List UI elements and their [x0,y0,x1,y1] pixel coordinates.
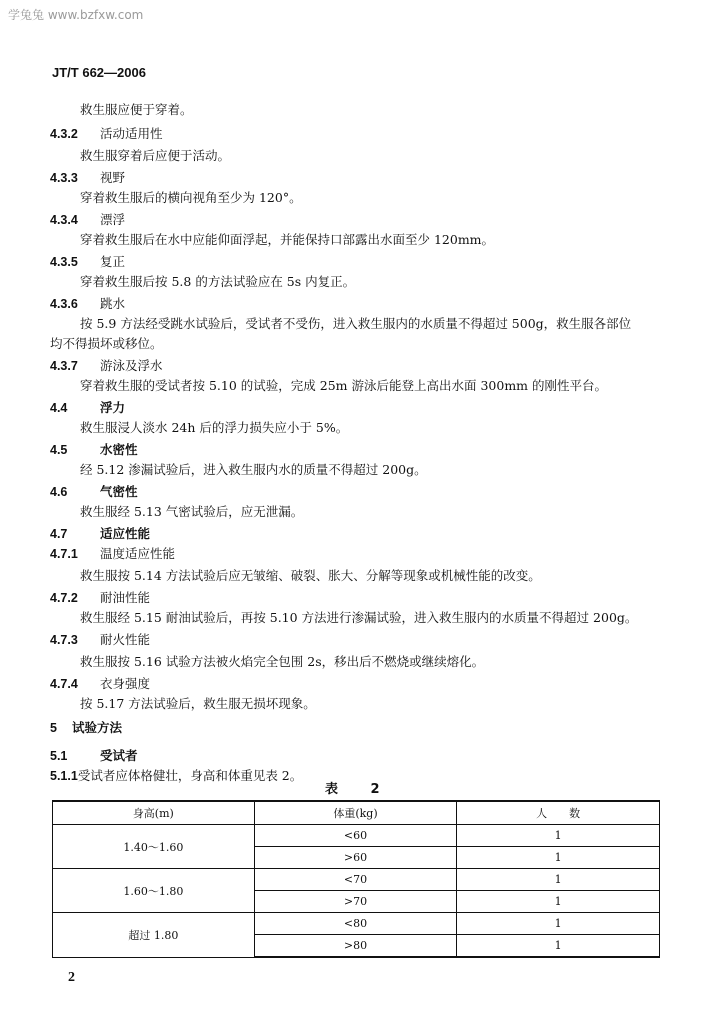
cell-height: 1.40～1.60 [53,825,255,869]
cell-weight: >60 [254,847,457,869]
cell-count: 1 [457,847,660,869]
section-number: 5 [50,721,57,735]
line-text: 受试者 [100,748,138,763]
cell-weight: <60 [254,825,457,847]
line-text: 救生服按 5.16 试验方法被火焰完全包围 2s，移出后不燃烧或继续熔化。 [80,654,485,669]
section-5-1-1 [50,766,302,784]
section-4-7-3 [50,630,150,648]
paragraph-line [80,418,348,436]
line-text: 视野 [100,170,126,185]
line-text: 跳水 [100,296,126,311]
paragraph-line [80,272,355,290]
line-text: 按 5.17 方法试验后，救生服无损坏现象。 [80,696,316,711]
section-number: 4.3.7 [50,359,78,373]
section-number: 4.5 [50,443,68,457]
line-text: 均不得损坏或移位。 [50,336,163,351]
cell-height: 超过 1.80 [53,913,255,958]
table-2 [52,800,660,958]
cell-count: 1 [457,935,660,958]
line-text: 救生服按 5.14 方法试验后应无皱缩、破裂、胀大、分解等现象或机械性能的改变。 [80,568,541,583]
table-header-row [53,801,660,825]
line-text: 穿着救生服的受试者按 5.10 的试验，完成 25m 游泳后能登上高出水面 300mm 的刚性平台。 [80,378,607,393]
cell-weight: <70 [254,869,457,891]
section-5-1 [50,746,138,764]
section-5 [50,718,122,736]
section-4-3-7 [50,356,163,374]
section-number: 4.3.6 [50,297,78,311]
line-text: 穿着救生服后的横向视角至少为 120°。 [80,190,302,205]
section-number: 4.7.3 [50,633,78,647]
line-text: 穿着救生服后按 5.8 的方法试验应在 5s 内复正。 [80,274,356,289]
section-number: 4.7 [50,527,68,541]
paragraph-line [80,230,494,248]
line-text: 水密性 [100,442,138,457]
table-row [53,913,660,935]
header-height: 身高(m) [53,801,255,825]
line-text: 浮力 [100,400,126,415]
section-number: 4.7.2 [50,591,78,605]
section-number: 4.3.4 [50,213,78,227]
table-row [53,825,660,847]
paragraph-line [80,188,302,206]
section-4-3-5 [50,252,125,270]
section-4-3-3 [50,168,125,186]
section-number: 4.6 [50,485,68,499]
line-text: 活动适用性 [100,126,163,141]
section-number: 5.1.1 [50,769,78,783]
cell-count: 1 [457,869,660,891]
line-text: 漂浮 [100,212,126,227]
section-number: 4.3.2 [50,127,78,141]
line-text: 气密性 [100,484,138,499]
line-text: 衣身强度 [100,676,151,691]
section-4-3-4 [50,210,125,228]
paragraph-line [80,146,230,164]
section-number: 4.7.1 [50,547,78,561]
paragraph-line [80,100,193,118]
section-number: 4.3.5 [50,255,78,269]
line-text: 救生服经 5.13 气密试验后，应无泄漏。 [80,504,304,519]
cell-height: 1.60～1.80 [53,869,255,913]
section-number: 4.4 [50,401,68,415]
table-row [53,869,660,891]
section-4-7-4 [50,674,150,692]
paragraph-line [50,334,163,352]
line-text: 耐火性能 [100,632,151,647]
section-4-6 [50,482,138,500]
paragraph-line [80,566,541,584]
line-text: 游泳及浮水 [100,358,163,373]
line-text: 救生服穿着后应便于活动。 [80,148,231,163]
line-text: 受试者应体格健壮，身高和体重见表 2。 [77,768,303,783]
section-number: 5.1 [50,749,68,763]
paragraph-line [80,376,607,394]
paragraph-line [80,502,303,520]
cell-weight: <80 [254,913,457,935]
table-caption: 表 2 [325,782,394,797]
line-text: 经 5.12 渗漏试验后，进入救生服内水的质量不得超过 200g。 [80,462,427,477]
line-text: 适应性能 [100,526,151,541]
line-text: 救生服浸人淡水 24h 后的浮力损失应小于 5%。 [80,420,349,435]
line-text: 复正 [100,254,126,269]
paragraph-line [80,652,484,670]
line-text: 温度适应性能 [100,546,176,561]
paragraph-line [80,694,316,712]
line-text: 穿着救生服后在水中应能仰面浮起，并能保持口部露出水面至少 120mm。 [80,232,495,247]
section-4-4 [50,398,125,416]
section-4-3-2 [50,124,163,142]
document-code: JT/T 662—2006 [52,65,146,80]
paragraph-line [80,460,427,478]
line-text: 救生服经 5.15 耐油试验后，再按 5.10 方法进行渗漏试验，进入救生服内的水质量不得超过 200g。 [80,610,638,625]
section-4-7-2 [50,588,150,606]
header-count: 人 数 [457,801,660,825]
paragraph-line [80,314,631,332]
line-text: 按 5.9 方法经受跳水试验后，受试者不受伤，进入救生服内的水质量不得超过 500g，救生服各部位 [80,316,632,331]
page-number: 2 [68,970,75,985]
cell-count: 1 [457,891,660,913]
line-text: 救生服应便于穿着。 [80,102,193,117]
section-4-5 [50,440,138,458]
cell-weight: >80 [254,935,457,958]
section-4-7-1 [50,544,175,562]
cell-weight: >70 [254,891,457,913]
line-text: 试验方法 [72,720,123,735]
section-number: 4.7.4 [50,677,78,691]
paragraph-line [80,608,637,626]
watermark: 学兔兔 www.bzfxw.com [8,8,144,22]
cell-count: 1 [457,913,660,935]
section-4-3-6 [50,294,125,312]
section-4-7 [50,524,150,542]
line-text: 耐油性能 [100,590,151,605]
cell-count: 1 [457,825,660,847]
section-number: 4.3.3 [50,171,78,185]
header-weight: 体重(kg) [254,801,457,825]
